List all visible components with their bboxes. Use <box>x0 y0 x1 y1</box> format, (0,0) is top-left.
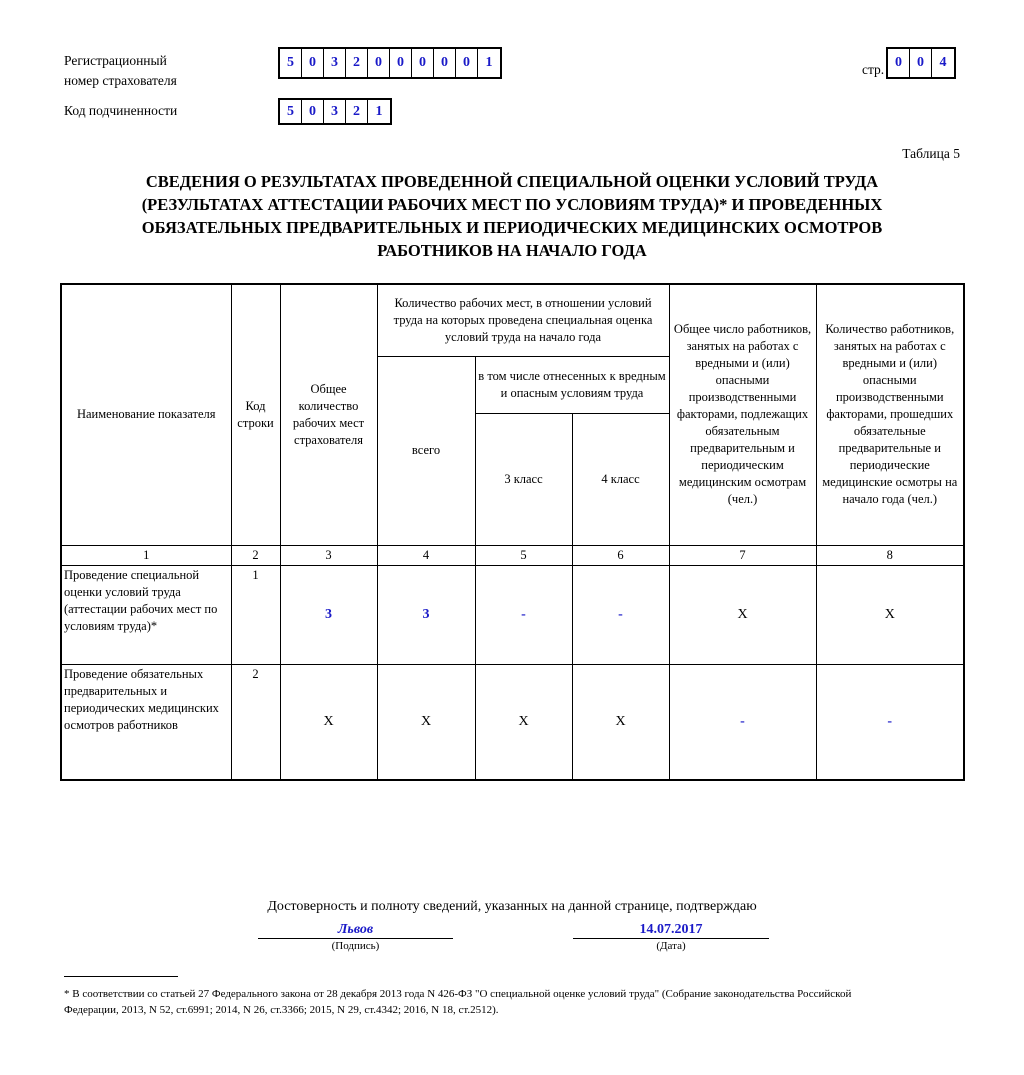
col-number: 5 <box>475 545 572 565</box>
header-assessed-places: Количество рабочих мест, в отношении условий труда на которых проведена специальная оценка условий труда на начало года <box>377 284 669 356</box>
value-cell: X <box>475 664 572 780</box>
reg-label-line1: Регистрационный <box>64 53 167 68</box>
signature-label: (Подпись) <box>258 938 453 953</box>
footnote-divider <box>64 976 178 977</box>
page-digit: 4 <box>939 55 947 70</box>
footnote-line: Федерации, 2013, N 52, ст.6991; 2014, N 26, ст.3366; 2015, N 29, ст.4342; 2016, N 18, ст.2512). <box>64 1004 499 1016</box>
signature-value: Львов <box>337 922 374 937</box>
header-class3: 3 класс <box>475 413 572 545</box>
reg-number-cells[interactable] <box>278 47 502 79</box>
footnote-line: * В соответствии со статьей 27 Федерального закона от 28 декабря 2013 года N 426-ФЗ "О специальной оценке условий труда" (Собрание законодательства Российской <box>64 988 852 1000</box>
reg-digit: 0 <box>456 49 478 77</box>
sub-digit: 3 <box>324 100 346 123</box>
value-cell[interactable]: - <box>669 664 816 780</box>
title-line: (РЕЗУЛЬТАТАХ АТТЕСТАЦИИ РАБОЧИХ МЕСТ ПО УСЛОВИЯМ ТРУДА)* И ПРОВЕДЕННЫХ <box>141 195 883 214</box>
subordination-code-cells[interactable] <box>278 98 392 125</box>
table-row <box>61 664 964 780</box>
col-number: 1 <box>61 545 231 565</box>
table-number-label: Таблица 5 <box>902 146 960 161</box>
page-title <box>60 170 964 262</box>
column-numbers-row <box>61 545 964 565</box>
col-number: 3 <box>280 545 377 565</box>
sub-digit: 5 <box>280 100 302 123</box>
sub-digit: 1 <box>375 103 383 119</box>
value-cell: X <box>377 664 475 780</box>
row-code: 2 <box>231 664 280 780</box>
reg-digit: 5 <box>280 49 302 77</box>
header-all: всего <box>377 356 475 545</box>
page-digit: 0 <box>888 49 910 77</box>
value-cell[interactable]: 3 <box>280 565 377 664</box>
row-name: Проведение обязательных предварительных и периодических медицинских осмотров работников <box>61 664 231 780</box>
header-indicator-name: Наименование показателя <box>61 284 231 545</box>
date-value: 14.07.2017 <box>639 922 703 937</box>
header-col8: Количество работников, занятых на работах с вредными и (или) опасными производственными факторами, прошедших обязательные предварительные и периодические медицинские осмотры на начало года (чел.) <box>816 284 964 545</box>
reg-digit: 0 <box>390 49 412 77</box>
value-cell: X <box>816 565 964 664</box>
page-digit: 0 <box>910 49 932 77</box>
title-line: СВЕДЕНИЯ О РЕЗУЛЬТАТАХ ПРОВЕДЕННОЙ СПЕЦИАЛЬНОЙ ОЦЕНКИ УСЛОВИЙ ТРУДА <box>145 172 879 191</box>
value-cell[interactable]: - <box>816 664 964 780</box>
col-number: 2 <box>231 545 280 565</box>
header-harmful-subgroup: в том числе отнесенных к вредным и опасным условиям труда <box>475 356 669 413</box>
footnote <box>64 986 964 1018</box>
value-cell[interactable]: - <box>572 565 669 664</box>
col-number: 4 <box>377 545 475 565</box>
sub-digit: 0 <box>302 100 324 123</box>
title-line: ОБЯЗАТЕЛЬНЫХ ПРЕДВАРИТЕЛЬНЫХ И ПЕРИОДИЧЕСКИХ МЕДИЦИНСКИХ ОСМОТРОВ <box>141 218 883 237</box>
reg-number-label <box>64 51 177 91</box>
date-label: (Дата) <box>573 938 769 953</box>
reg-label-line2: номер страхователя <box>64 73 177 88</box>
reg-digit: 1 <box>485 55 493 70</box>
value-cell: X <box>669 565 816 664</box>
header-total-places: Общее количество рабочих мест страхователя <box>280 284 377 545</box>
col-number: 6 <box>572 545 669 565</box>
signature-block[interactable] <box>258 921 453 953</box>
reg-digit: 0 <box>434 49 456 77</box>
value-cell[interactable]: 3 <box>377 565 475 664</box>
value-cell: X <box>280 664 377 780</box>
reg-digit: 0 <box>412 49 434 77</box>
page-label: стр. <box>862 62 885 77</box>
row-name: Проведение специальной оценки условий труда (аттестации рабочих мест по условиям труда)* <box>61 565 231 664</box>
subordination-code-label: Код подчиненности <box>64 103 178 118</box>
reg-digit: 3 <box>324 49 346 77</box>
header-row-code: Код строки <box>231 284 280 545</box>
header-col7: Общее число работников, занятых на работах с вредными и (или) опасными производственными факторами, подлежащих обязательным предварительным и периодическим медицинским осмотрам (чел.) <box>669 284 816 545</box>
value-cell: X <box>572 664 669 780</box>
data-table <box>60 283 965 781</box>
reg-digit: 0 <box>302 49 324 77</box>
col-number: 7 <box>669 545 816 565</box>
reg-digit: 2 <box>346 49 368 77</box>
page-number-cells[interactable] <box>886 47 956 79</box>
table-row <box>61 565 964 664</box>
date-block[interactable] <box>573 921 769 953</box>
value-cell[interactable]: - <box>475 565 572 664</box>
col-number: 8 <box>816 545 964 565</box>
row-code: 1 <box>231 565 280 664</box>
sub-digit: 2 <box>346 100 368 123</box>
confirmation-text: Достоверность и полноту сведений, указанных на данной странице, подтверждаю <box>267 899 757 914</box>
title-line: РАБОТНИКОВ НА НАЧАЛО ГОДА <box>377 241 647 260</box>
header-class4: 4 класс <box>572 413 669 545</box>
reg-digit: 0 <box>368 49 390 77</box>
